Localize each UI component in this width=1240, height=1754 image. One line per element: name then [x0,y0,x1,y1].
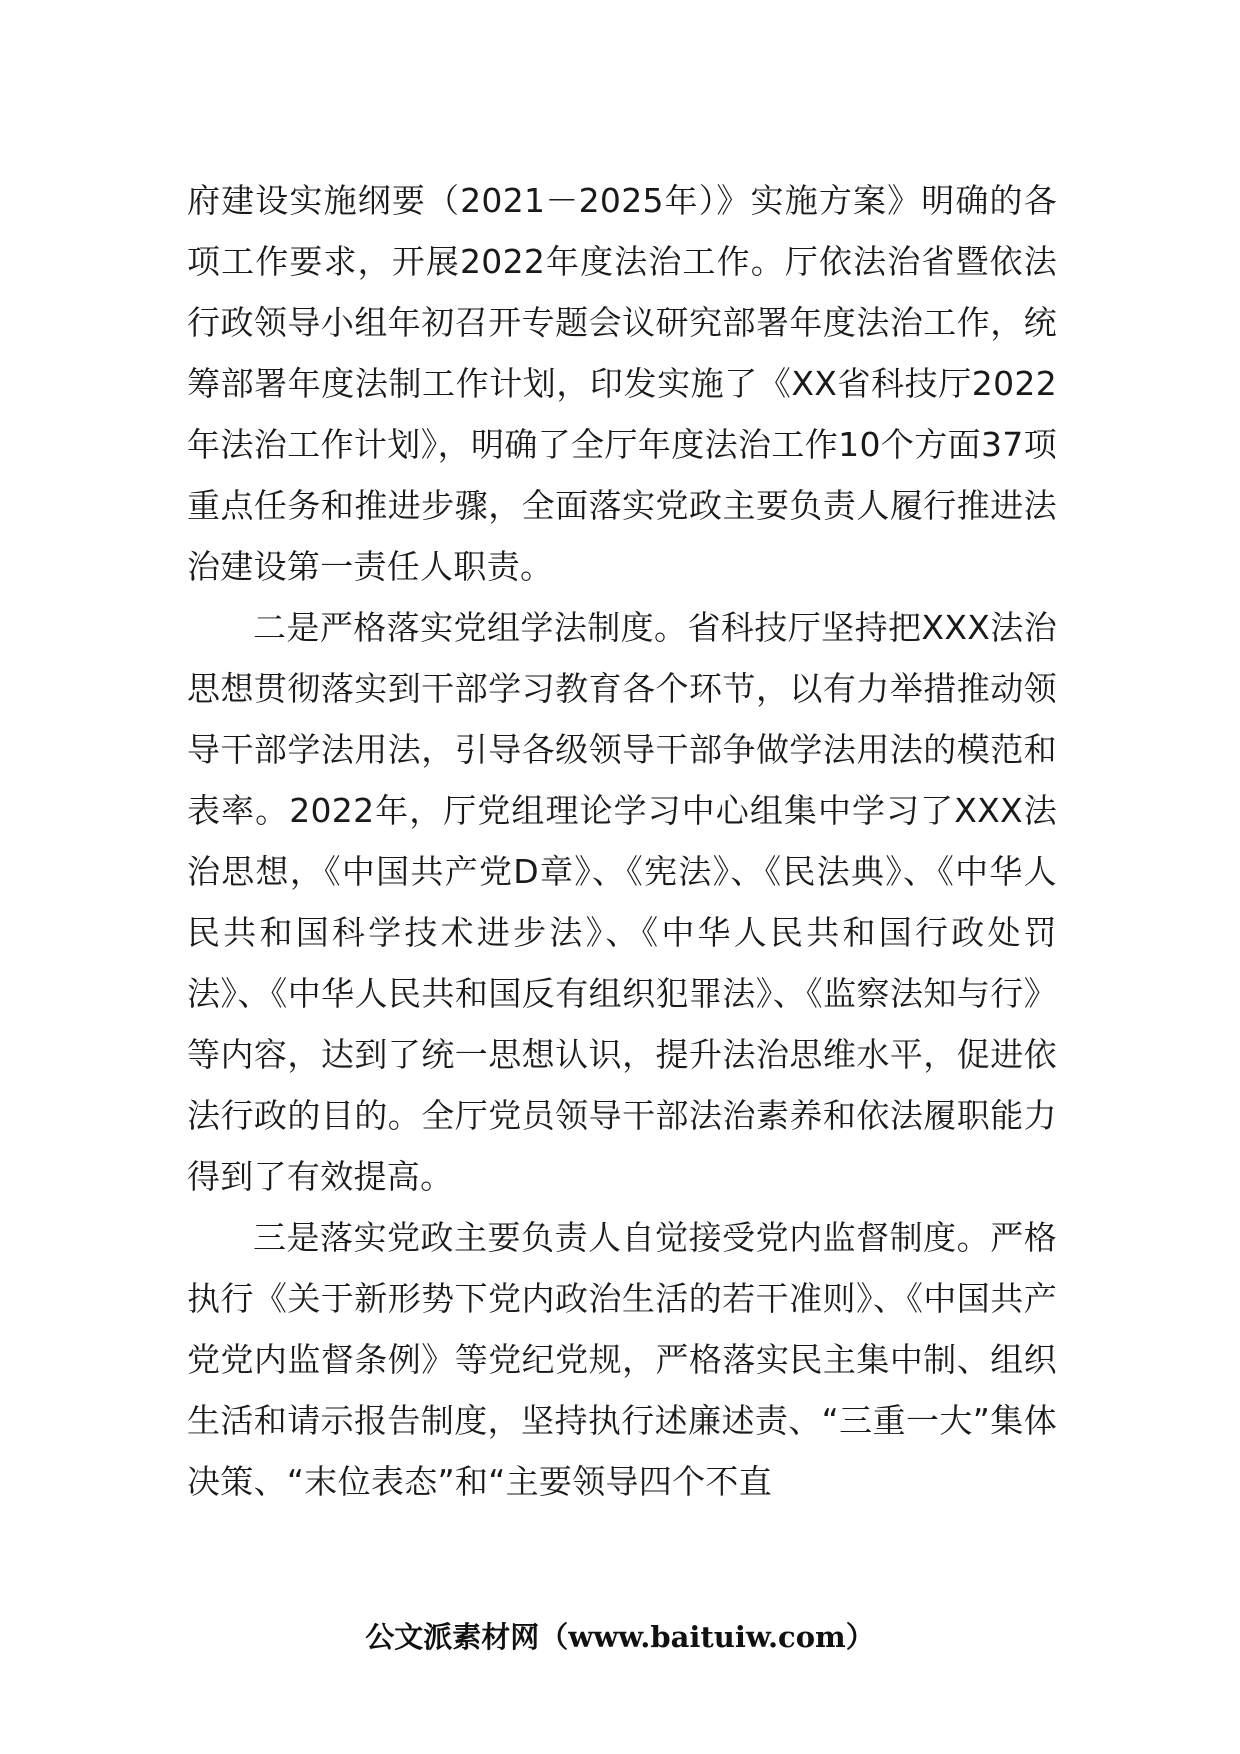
document-body [187,170,1057,1512]
footer-watermark: 公文派素材网（www.baituiw.com） [365,1620,875,1654]
paragraph-internal-supervision: 三是落实党政主要负责人自觉接受党内监督制度。严格执行《关于新形势下党内政治生活的若干准则》、《中国共产党党内监督条例》等党纪党规，严格落实民主集中制、组织生活和请示报告制度，坚持执行述廉述责、“三重一大”集体决策、“末位表态”和“主要领导四个不直 [187,1218,1057,1501]
paragraph-continuation: 府建设实施纲要（2021－2025年）》实施方案》明确的各项工作要求，开展2022年度法治工作。厅依法治省暨依法行政领导小组年初召开专题会议研究部署年度法治工作，统筹部署年度法制工作计划，印发实施了《XX省科技厅2022年法治工作计划》，明确了全厅年度法治工作10个方面37项重点任务和推进步骤，全面落实党政主要负责人履行推进法治建设第一责任人职责。 [187,181,1057,586]
paragraph-party-law-study: 二是严格落实党组学法制度。省科技厅坚持把XXX法治思想贯彻落实到干部学习教育各个环节，以有力举措推动领导干部学法用法，引导各级领导干部争做学法用法的模范和表率。2022年，厅党组理论学习中心组集中学习了XXX法治思想，《中国共产党D章》、《宪法》、《民法典》、《中华人民共和国科学技术进步法》、《中华人民共和国行政处罚法》、《中华人民共和国反有组织犯罪法》、《监察法知与行》等内容，达到了统一思想认识，提升法治思维水平，促进依法行政的目的。全厅党员领导干部法治素养和依法履职能力得到了有效提高。 [187,608,1057,1196]
